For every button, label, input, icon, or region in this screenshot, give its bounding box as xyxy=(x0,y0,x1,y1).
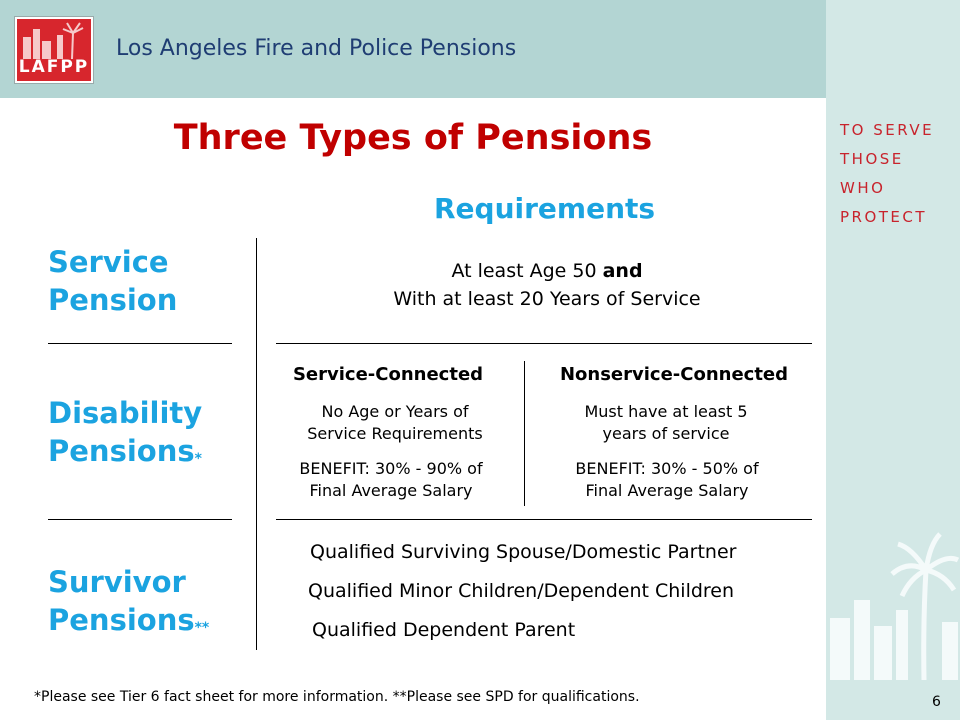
nonservice-connected-heading: Nonservice-Connected xyxy=(559,364,789,385)
survivor-pensions-label-text: Pensions xyxy=(48,603,195,637)
vertical-divider xyxy=(256,238,257,650)
service-pension-label xyxy=(48,243,177,319)
service-connected-req-line-1: No Age or Years of xyxy=(321,402,469,421)
service-connected-req-line-2: Service Requirements xyxy=(307,424,483,443)
label-divider-1 xyxy=(48,343,232,344)
service-connected-benefit xyxy=(266,458,516,502)
disability-asterisk: * xyxy=(194,451,202,467)
service-connected-benefit-line-2: Final Average Salary xyxy=(309,481,473,500)
service-req-line-1 xyxy=(300,257,794,285)
service-req-line-2: With at least 20 Years of Service xyxy=(393,288,701,310)
nonservice-connected-requirements xyxy=(534,401,798,445)
footnote: *Please see Tier 6 fact sheet for more information. **Please see SPD for qualifications. xyxy=(34,689,640,705)
disability-pensions-label-line-2 xyxy=(48,432,202,478)
nonservice-connected-req-line-2: years of service xyxy=(602,424,730,443)
slogan-line-1: TO SERVE xyxy=(840,121,935,139)
survivor-item: Qualified Dependent Parent xyxy=(312,619,576,641)
survivor-pensions-label-line-1: Survivor xyxy=(48,565,186,599)
slogan-line-4: PROTECT xyxy=(840,208,928,226)
disability-pensions-label-line-1: Disability xyxy=(48,396,203,430)
slogan-line-3: WHO xyxy=(840,179,886,197)
service-connected-heading: Service-Connected xyxy=(292,364,484,385)
disability-column-divider xyxy=(524,361,525,506)
survivor-item: Qualified Surviving Spouse/Domestic Partner xyxy=(310,541,737,563)
survivor-asterisk: ** xyxy=(194,620,210,636)
nonservice-connected-benefit-line-1: BENEFIT: 30% - 50% of xyxy=(575,459,759,478)
service-requirements xyxy=(300,257,794,313)
org-name: Los Angeles Fire and Police Pensions xyxy=(116,36,517,61)
lafpp-logo xyxy=(14,16,94,84)
survivor-pensions-label-line-2 xyxy=(48,601,209,647)
slogan xyxy=(840,116,934,232)
right-sidebar xyxy=(826,0,960,720)
survivor-pensions-label xyxy=(48,563,209,647)
survivor-item: Qualified Minor Children/Dependent Children xyxy=(308,580,735,602)
service-connected-benefit-line-1: BENEFIT: 30% - 90% of xyxy=(299,459,483,478)
palm-skyline-icon xyxy=(826,530,960,680)
service-req-and: and xyxy=(602,260,643,282)
service-connected-requirements xyxy=(266,401,524,445)
service-req-text: At least Age 50 xyxy=(451,260,603,282)
content-divider-1 xyxy=(276,343,812,344)
page-title: Three Types of Pensions xyxy=(173,118,653,158)
nonservice-connected-benefit xyxy=(534,458,800,502)
requirements-heading: Requirements xyxy=(434,192,656,225)
logo-text: LAFPP xyxy=(18,57,90,77)
service-pension-label-line-2: Pension xyxy=(48,283,178,317)
nonservice-connected-benefit-line-2: Final Average Salary xyxy=(585,481,749,500)
service-pension-label-line-1: Service xyxy=(48,245,169,279)
page-number: 6 xyxy=(932,694,941,710)
disability-pensions-label xyxy=(48,394,202,478)
slogan-line-2: THOSE xyxy=(840,150,904,168)
header-band xyxy=(0,0,826,98)
disability-pensions-label-text: Pensions xyxy=(48,434,195,468)
nonservice-connected-req-line-1: Must have at least 5 xyxy=(584,402,748,421)
content-divider-2 xyxy=(276,519,812,520)
label-divider-2 xyxy=(48,519,232,520)
